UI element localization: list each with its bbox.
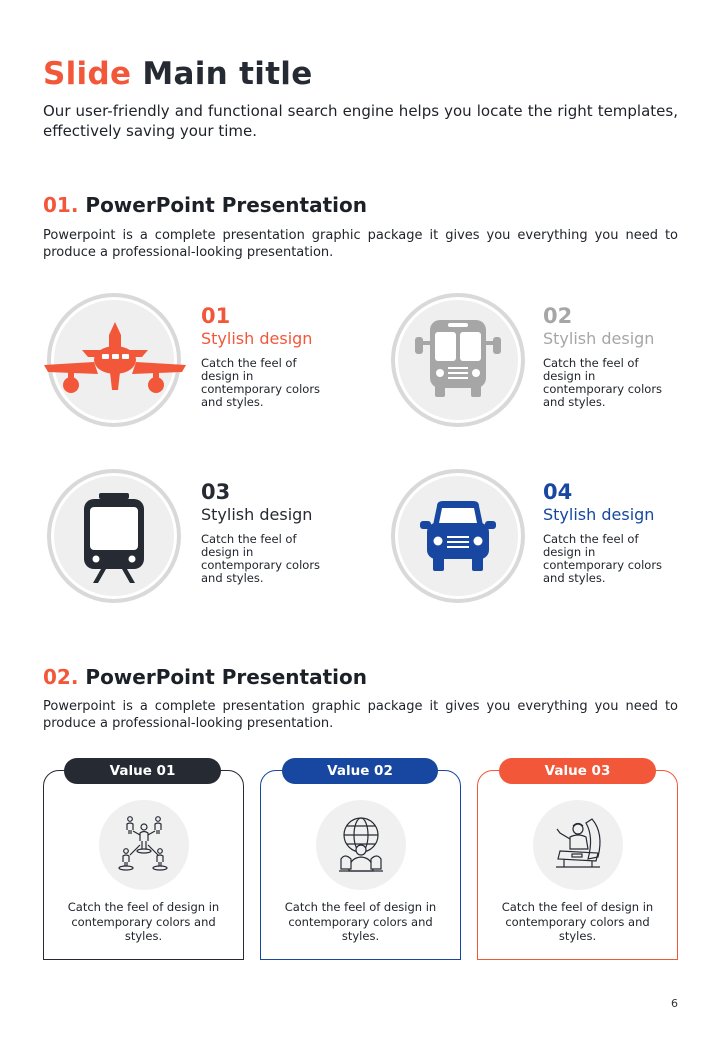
feature-3 (201, 480, 341, 585)
value-card-2 (260, 770, 461, 960)
network-people-icon (114, 813, 174, 877)
section1-title: PowerPoint Presentation (85, 193, 367, 217)
pilot-icon (548, 813, 608, 877)
section1-description: Powerpoint is a complete presentation graphic package it gives you everything you need to produce a professional-looking presentation. (43, 228, 678, 260)
bus-icon (395, 297, 521, 423)
feature4-description: Catch the feel of design in contemporary colors and styles. (543, 532, 663, 585)
page-number: 6 (671, 997, 678, 1010)
feature4-icon-circle (391, 469, 525, 603)
feature3-number: 03 (201, 480, 231, 504)
car-icon (395, 473, 521, 599)
value-pill-1: Value 01 (64, 758, 221, 784)
feature4-name: Stylish design (543, 505, 655, 524)
feature-2 (543, 304, 683, 409)
value-card-1 (43, 770, 244, 960)
feature-4 (543, 480, 683, 585)
card3-icon-circle (533, 800, 623, 890)
title-accent: Slide (43, 56, 132, 92)
section1-number: 01. (43, 193, 79, 217)
globe-person-icon (331, 813, 391, 877)
card3-description: Catch the feel of design in contemporary colors and styles. (501, 900, 654, 943)
title-rest: Main title (142, 56, 313, 92)
train-icon (51, 473, 177, 599)
feature-1 (201, 304, 341, 409)
page-title (43, 56, 313, 92)
feature4-number: 04 (543, 480, 573, 504)
card2-description: Catch the feel of design in contemporary colors and styles. (284, 900, 437, 943)
section2-number: 02. (43, 665, 79, 689)
airplane-icon (42, 320, 188, 400)
value-pill-2: Value 02 (282, 758, 438, 784)
feature3-description: Catch the feel of design in contemporary colors and styles. (201, 532, 321, 585)
card2-icon-circle (316, 800, 406, 890)
feature1-number: 01 (201, 304, 231, 328)
section2-title: PowerPoint Presentation (85, 665, 367, 689)
feature2-icon-circle (391, 293, 525, 427)
feature2-name: Stylish design (543, 329, 655, 348)
value-card-3 (477, 770, 678, 960)
section2-description: Powerpoint is a complete presentation graphic package it gives you everything you need to produce a professional-looking presentation. (43, 699, 678, 731)
card1-icon-circle (99, 800, 189, 890)
feature3-icon-circle (47, 469, 181, 603)
feature3-name: Stylish design (201, 505, 313, 524)
feature1-description: Catch the feel of design in contemporary colors and styles. (201, 356, 321, 409)
value-pill-3: Value 03 (499, 758, 656, 784)
intro-text: Our user-friendly and functional search engine helps you locate the right templates, effectively saving your time. (43, 102, 678, 140)
section2-heading (43, 665, 367, 689)
card1-description: Catch the feel of design in contemporary colors and styles. (67, 900, 220, 943)
feature2-description: Catch the feel of design in contemporary colors and styles. (543, 356, 663, 409)
feature1-name: Stylish design (201, 329, 313, 348)
feature2-number: 02 (543, 304, 573, 328)
section1-heading (43, 193, 367, 217)
